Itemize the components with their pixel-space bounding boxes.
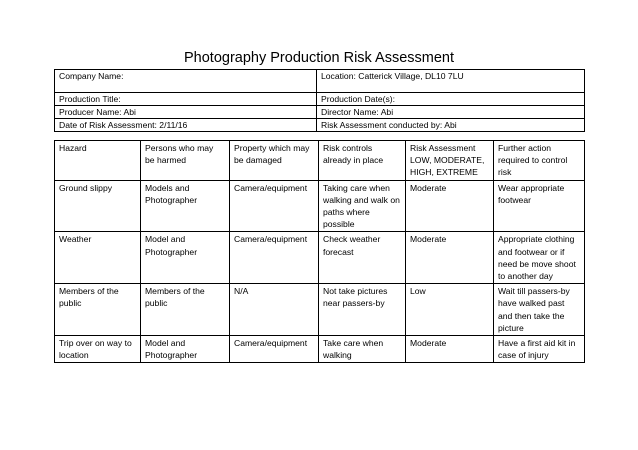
risk-level-cell: Low: [406, 284, 494, 336]
persons-cell: Model and Photographer: [141, 336, 230, 363]
risk-level-cell: Moderate: [406, 336, 494, 363]
controls-cell: Check weather forecast: [319, 232, 406, 284]
persons-cell: Members of the public: [141, 284, 230, 336]
property-cell: Camera/equipment: [230, 232, 319, 284]
production-info-table: [54, 69, 585, 132]
persons-cell: Models and Photographer: [141, 180, 230, 232]
location-cell: Location: Catterick Village, DL10 7LU: [317, 70, 585, 93]
persons-cell: Model and Photographer: [141, 232, 230, 284]
hazard-cell: Weather: [55, 232, 141, 284]
property-cell: Camera/equipment: [230, 180, 319, 232]
hazard-cell: Trip over on way to location: [55, 336, 141, 363]
table-row: [55, 284, 585, 336]
table-row: [55, 336, 585, 363]
director-name-cell: Director Name: Abi: [317, 106, 585, 119]
risk-level-cell: Moderate: [406, 232, 494, 284]
table-header-row: [55, 141, 585, 181]
property-cell: Camera/equipment: [230, 336, 319, 363]
info-row: [55, 93, 585, 106]
action-cell: Appropriate clothing and footwear or if need be move shoot to another day: [494, 232, 585, 284]
action-cell: Wait till passers-by have walked past and then take the picture: [494, 284, 585, 336]
controls-cell: Not take pictures near passers-by: [319, 284, 406, 336]
hazard-cell: Ground slippy: [55, 180, 141, 232]
company-name-cell: Company Name:: [55, 70, 317, 93]
header-further-action: Further action required to control risk: [494, 141, 585, 181]
producer-name-cell: Producer Name: Abi: [55, 106, 317, 119]
action-cell: Have a first aid kit in case of injury: [494, 336, 585, 363]
header-persons-harmed: Persons who may be harmed: [141, 141, 230, 181]
action-cell: Wear appropriate footwear: [494, 180, 585, 232]
page-title: Photography Production Risk Assessment: [184, 50, 454, 66]
info-row: [55, 106, 585, 119]
table-row: [55, 232, 585, 284]
conducted-by-cell: Risk Assessment conducted by: Abi: [317, 119, 585, 132]
property-cell: N/A: [230, 284, 319, 336]
hazard-cell: Members of the public: [55, 284, 141, 336]
header-risk-level: Risk Assessment LOW, MODERATE, HIGH, EXTREME: [406, 141, 494, 181]
controls-cell: Taking care when walking and walk on paths where possible: [319, 180, 406, 232]
risk-assessment-table: [54, 140, 585, 363]
production-title-cell: Production Title:: [55, 93, 317, 106]
info-row: [55, 119, 585, 132]
info-row: [55, 70, 585, 93]
production-dates-cell: Production Date(s):: [317, 93, 585, 106]
controls-cell: Take care when walking: [319, 336, 406, 363]
table-row: [55, 180, 585, 232]
header-property-damaged: Property which may be damaged: [230, 141, 319, 181]
header-risk-controls: Risk controls already in place: [319, 141, 406, 181]
header-hazard: Hazard: [55, 141, 141, 181]
assessment-date-cell: Date of Risk Assessment: 2/11/16: [55, 119, 317, 132]
risk-level-cell: Moderate: [406, 180, 494, 232]
